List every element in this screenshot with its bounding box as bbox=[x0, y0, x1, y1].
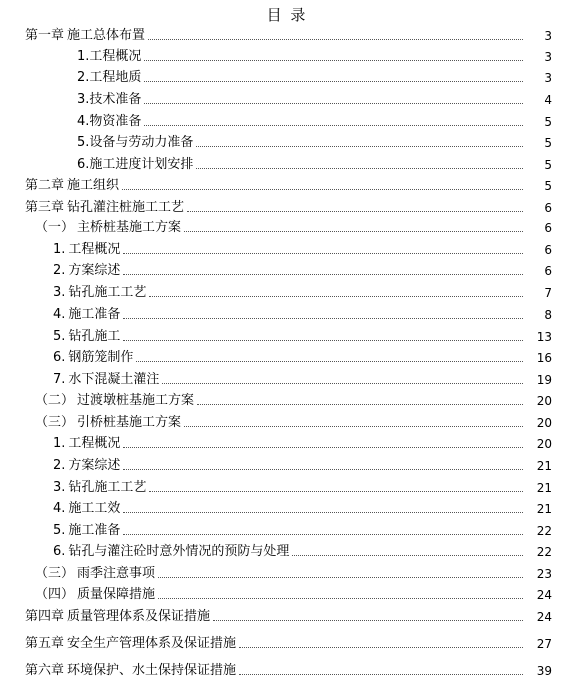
toc-entry[interactable] bbox=[0, 432, 574, 452]
toc-entry-number: 3. bbox=[53, 285, 66, 300]
toc-leader-dots bbox=[292, 555, 523, 556]
toc-entry[interactable] bbox=[0, 325, 574, 345]
toc-entry-text: 施工组织 bbox=[67, 178, 120, 193]
toc-leader-dots bbox=[123, 447, 523, 448]
toc-entry-text: 过渡墩桩基施工方案 bbox=[77, 393, 195, 408]
toc-page-number: 6 bbox=[544, 201, 552, 215]
toc-entry[interactable] bbox=[0, 216, 574, 236]
toc-page-number: 24 bbox=[536, 610, 552, 624]
toc-entry[interactable] bbox=[0, 368, 574, 388]
toc-entry-number: （四） bbox=[35, 587, 75, 602]
toc-entry-label bbox=[53, 523, 120, 539]
toc-entry-text: 2.工程地质 bbox=[77, 70, 142, 85]
toc-page-number: 21 bbox=[536, 459, 552, 473]
toc-entry[interactable] bbox=[0, 632, 574, 652]
toc-entry-number: （一） bbox=[35, 220, 75, 235]
toc-leader-dots bbox=[144, 103, 523, 104]
toc-page-number: 5 bbox=[544, 179, 552, 193]
toc-entry-label bbox=[25, 663, 236, 679]
toc-entry[interactable] bbox=[0, 24, 574, 44]
toc-entry-text: 施工总体布置 bbox=[67, 28, 146, 43]
toc-entry-text: 3.技术准备 bbox=[77, 92, 142, 107]
toc-page-number: 6 bbox=[544, 221, 552, 235]
toc-leader-dots bbox=[123, 253, 523, 254]
toc-entry[interactable] bbox=[0, 259, 574, 279]
toc-entry-text: 4.物资准备 bbox=[77, 114, 142, 129]
toc-entry-number: 1. bbox=[53, 242, 66, 257]
toc-leader-dots bbox=[148, 39, 523, 40]
toc-entry[interactable] bbox=[0, 45, 574, 65]
toc-leader-dots bbox=[123, 469, 523, 470]
toc-entry-text: 水下混凝土灌注 bbox=[68, 372, 160, 387]
toc-page-number: 39 bbox=[536, 664, 552, 678]
toc-page-number: 21 bbox=[536, 481, 552, 495]
toc-entry-number: 第六章 bbox=[25, 663, 65, 678]
toc-entry-number: （二） bbox=[35, 393, 75, 408]
toc-entry-label bbox=[35, 415, 181, 431]
toc-entry[interactable] bbox=[0, 411, 574, 431]
toc-leader-dots bbox=[123, 512, 523, 513]
toc-entry-text: 5.设备与劳动力准备 bbox=[77, 135, 194, 150]
toc-entry-label bbox=[25, 28, 145, 44]
toc-entry-label bbox=[35, 587, 155, 603]
toc-page-number: 6 bbox=[544, 264, 552, 278]
toc-entry-number: 7. bbox=[53, 372, 66, 387]
toc-page-number: 4 bbox=[544, 93, 552, 107]
toc-page-number: 6 bbox=[544, 243, 552, 257]
toc-leader-dots bbox=[123, 534, 523, 535]
toc-entry[interactable] bbox=[0, 196, 574, 216]
toc-leader-dots bbox=[197, 404, 523, 405]
toc-entry-label bbox=[77, 49, 141, 65]
toc-entry-number: 第四章 bbox=[25, 609, 65, 624]
toc-page-number: 24 bbox=[536, 588, 552, 602]
toc-entry-label bbox=[53, 458, 120, 474]
toc-page-number: 21 bbox=[536, 502, 552, 516]
toc-entry[interactable] bbox=[0, 303, 574, 323]
toc-entry-label bbox=[25, 178, 119, 194]
toc-page-number: 5 bbox=[544, 115, 552, 129]
toc-entry-label bbox=[53, 350, 133, 366]
toc-entry-text: 工程概况 bbox=[68, 242, 121, 257]
toc-leader-dots bbox=[123, 318, 523, 319]
toc-leader-dots bbox=[123, 340, 523, 341]
toc-entry-number: 6. bbox=[53, 350, 66, 365]
toc-entry[interactable] bbox=[0, 110, 574, 130]
toc-page-number: 20 bbox=[536, 416, 552, 430]
toc-leader-dots bbox=[187, 211, 523, 212]
toc-entry-label bbox=[77, 157, 193, 173]
toc-leader-dots bbox=[158, 598, 523, 599]
toc-entry-text: 方案综述 bbox=[68, 458, 121, 473]
toc-entry[interactable] bbox=[0, 281, 574, 301]
toc-entry-number: 4. bbox=[53, 501, 66, 516]
toc-entry-text: 钻孔与灌注砼时意外情况的预防与处理 bbox=[68, 544, 290, 559]
toc-entry[interactable] bbox=[0, 238, 574, 258]
toc-leader-dots bbox=[144, 60, 523, 61]
toc-entry-number: 5. bbox=[53, 329, 66, 344]
toc-entry-text: 施工准备 bbox=[68, 523, 121, 538]
toc-page-number: 22 bbox=[536, 524, 552, 538]
toc-entry[interactable] bbox=[0, 88, 574, 108]
toc-entry-number: 第五章 bbox=[25, 636, 65, 651]
toc-entry-number: 第三章 bbox=[25, 200, 65, 215]
toc-entry-label bbox=[77, 70, 141, 86]
toc-page-number: 13 bbox=[536, 330, 552, 344]
toc-entry-label bbox=[53, 263, 120, 279]
toc-leader-dots bbox=[239, 674, 523, 675]
toc-entry-label bbox=[77, 92, 141, 108]
toc-entry-label bbox=[25, 636, 236, 652]
toc-entry[interactable] bbox=[0, 605, 574, 625]
toc-entry-text: 工程概况 bbox=[68, 436, 121, 451]
toc-entry-label bbox=[35, 393, 194, 409]
toc-title: 目 录 bbox=[266, 6, 308, 24]
toc-leader-dots bbox=[184, 426, 523, 427]
toc-entry-text: 雨季注意事项 bbox=[77, 566, 156, 581]
toc-page-number: 3 bbox=[544, 50, 552, 64]
toc-entry[interactable] bbox=[0, 389, 574, 409]
toc-entry-label bbox=[53, 307, 120, 323]
toc-leader-dots bbox=[122, 189, 523, 190]
toc-page-number: 23 bbox=[536, 567, 552, 581]
toc-entry[interactable] bbox=[0, 476, 574, 496]
toc-entry-text: 施工工效 bbox=[68, 501, 121, 516]
toc-entry-label bbox=[25, 609, 210, 625]
toc-entry-number: （三） bbox=[35, 566, 75, 581]
toc-entry-number: 4. bbox=[53, 307, 66, 322]
toc-entry-text: 质量保障措施 bbox=[77, 587, 156, 602]
toc-entry-label bbox=[53, 501, 120, 517]
toc-leader-dots bbox=[144, 81, 523, 82]
toc-page-number: 22 bbox=[536, 545, 552, 559]
toc-leader-dots bbox=[213, 620, 523, 621]
toc-leader-dots bbox=[239, 647, 523, 648]
toc-entry-label bbox=[35, 220, 181, 236]
toc-entry-label bbox=[77, 114, 141, 130]
toc-entry-label bbox=[53, 285, 146, 301]
toc-entry-text: 钻孔灌注桩施工工艺 bbox=[67, 200, 185, 215]
toc-leader-dots bbox=[149, 491, 523, 492]
toc-entry-label bbox=[53, 242, 120, 258]
toc-entry-text: 1.工程概况 bbox=[77, 49, 142, 64]
toc-page-number: 3 bbox=[544, 71, 552, 85]
toc-leader-dots bbox=[123, 274, 523, 275]
toc-entry-number: （三） bbox=[35, 415, 75, 430]
toc-page-number: 20 bbox=[536, 437, 552, 451]
toc-entry[interactable] bbox=[0, 174, 574, 194]
toc-entry-label bbox=[53, 544, 289, 560]
toc-entry-text: 6.施工进度计划安排 bbox=[77, 157, 194, 172]
toc-page-number: 7 bbox=[544, 286, 552, 300]
toc-entry-label bbox=[25, 200, 184, 216]
toc-entry-label bbox=[77, 135, 193, 151]
toc-entry-label bbox=[35, 566, 155, 582]
toc-page-number: 27 bbox=[536, 637, 552, 651]
toc-entry[interactable] bbox=[0, 346, 574, 366]
toc-leader-dots bbox=[149, 296, 523, 297]
toc-entry-text: 钢筋笼制作 bbox=[68, 350, 134, 365]
toc-entry-label bbox=[53, 329, 120, 345]
toc-leader-dots bbox=[162, 383, 523, 384]
toc-entry[interactable] bbox=[0, 540, 574, 560]
toc-entry-text: 安全生产管理体系及保证措施 bbox=[67, 636, 237, 651]
toc-entry-number: 第一章 bbox=[25, 28, 65, 43]
toc-leader-dots bbox=[158, 577, 523, 578]
toc-entry-text: 方案综述 bbox=[68, 263, 121, 278]
toc-entry-number: 1. bbox=[53, 436, 66, 451]
toc-entry[interactable] bbox=[0, 497, 574, 517]
toc-entry-number: 3. bbox=[53, 480, 66, 495]
toc-entry-text: 主桥桩基施工方案 bbox=[77, 220, 182, 235]
toc-leader-dots bbox=[136, 361, 523, 362]
toc-entry-text: 引桥桩基施工方案 bbox=[77, 415, 182, 430]
toc-leader-dots bbox=[196, 168, 523, 169]
toc-entry[interactable] bbox=[0, 562, 574, 582]
toc-leader-dots bbox=[144, 125, 523, 126]
toc-entry[interactable] bbox=[0, 583, 574, 603]
toc-entry[interactable] bbox=[0, 659, 574, 679]
toc-entry-number: 2. bbox=[53, 458, 66, 473]
toc-page-number: 3 bbox=[544, 29, 552, 43]
toc-leader-dots bbox=[196, 146, 523, 147]
toc-page-number: 19 bbox=[536, 373, 552, 387]
toc-leader-dots bbox=[184, 231, 523, 232]
toc-entry-text: 钻孔施工工艺 bbox=[68, 285, 147, 300]
toc-entry-text: 环境保护、水土保持保证措施 bbox=[67, 663, 237, 678]
toc-page-number: 8 bbox=[544, 308, 552, 322]
toc-entry[interactable] bbox=[0, 454, 574, 474]
toc-entry-number: 5. bbox=[53, 523, 66, 538]
toc-entry[interactable] bbox=[0, 519, 574, 539]
toc-entry-label bbox=[53, 480, 146, 496]
toc-entry[interactable] bbox=[0, 153, 574, 173]
toc-entry-number: 第二章 bbox=[25, 178, 65, 193]
toc-page-number: 5 bbox=[544, 158, 552, 172]
toc-entry-label bbox=[53, 372, 159, 388]
toc-entry-text: 钻孔施工工艺 bbox=[68, 480, 147, 495]
toc-entry-text: 施工准备 bbox=[68, 307, 121, 322]
toc-entry-label bbox=[53, 436, 120, 452]
toc-entry[interactable] bbox=[0, 131, 574, 151]
toc-entry-text: 钻孔施工 bbox=[68, 329, 121, 344]
toc-entry-number: 2. bbox=[53, 263, 66, 278]
toc-page-number: 20 bbox=[536, 394, 552, 408]
toc-page-number: 5 bbox=[544, 136, 552, 150]
toc-entry[interactable] bbox=[0, 66, 574, 86]
toc-entry-number: 6. bbox=[53, 544, 66, 559]
toc-page-number: 16 bbox=[536, 351, 552, 365]
toc-entry-text: 质量管理体系及保证措施 bbox=[67, 609, 211, 624]
